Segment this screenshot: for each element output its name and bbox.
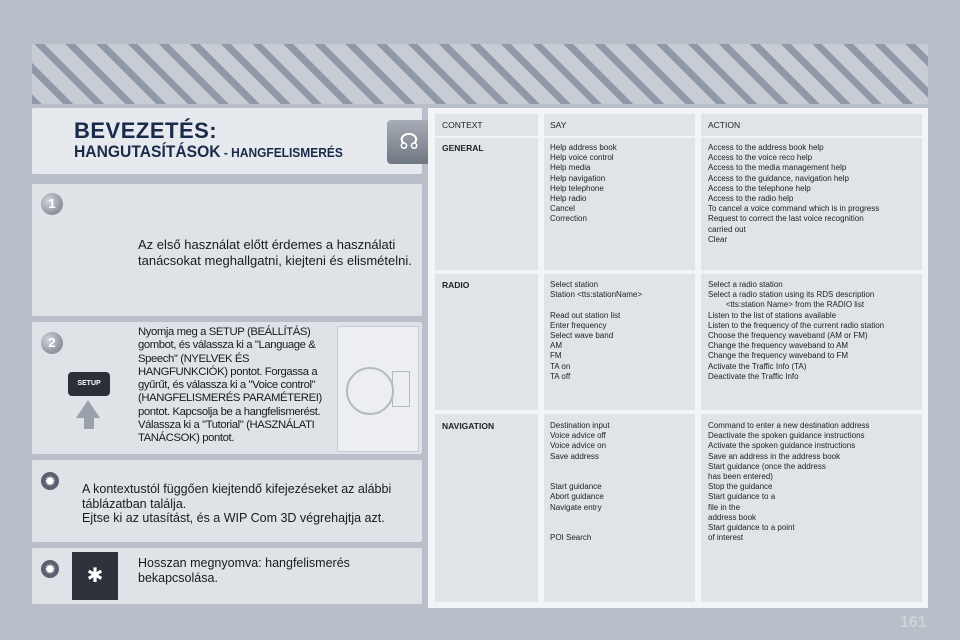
title-card: [32, 108, 422, 174]
header-context: CONTEXT: [442, 120, 483, 130]
step-2-card: [32, 322, 422, 454]
lightbulb-icon: ✹: [41, 560, 59, 578]
subtitle-rest: - HANGFELISMERÉS: [220, 145, 343, 160]
lightbulb-icon: ✹: [41, 472, 59, 490]
step-2-text: Nyomja meg a SETUP (BEÁLLÍTÁS) gombot, és válassza ki a "Language & Speech" (NYELVEK ÉS HANGFUNKCIÓK) pontot. Forgassa a gyűrűt, és válassza ki a "Voice control" (HANGFELISMERÉS PARAMÉTEREI) pontot. Kapcsolja be a hangfelismerést. Válassza ki a "Tutorial" (HASZNÁLATI TANÁCSOK) pontot.: [138, 326, 322, 445]
arrow-stem: [84, 417, 94, 429]
header-divider: [435, 136, 922, 138]
radio-unit-image: [337, 326, 419, 452]
context-navigation: NAVIGATION: [442, 421, 495, 431]
page-subtitle: [74, 142, 343, 162]
step-2-badge: 2: [41, 332, 63, 354]
tip-2-text: Hosszan megnyomva: hangfelismerés bekapcsolása.: [138, 556, 350, 585]
page-title: BEVEZETÉS:: [74, 118, 218, 143]
say-radio: Select station Station <tts:stationName> Read out station list Enter frequency Select wave band AM FM TA on TA off: [550, 280, 643, 381]
subtitle-main: HANGUTASÍTÁSOK: [74, 142, 221, 161]
tip-1-card: [32, 460, 422, 542]
arrow-up-icon: [76, 400, 100, 418]
row-divider: [435, 410, 922, 414]
setup-button-image: SETUP: [68, 372, 110, 396]
step-1-badge: 1: [41, 193, 63, 215]
context-column: [435, 114, 538, 602]
steering-wheel-button-image: ✱: [72, 552, 118, 600]
voice-command-icon: ☊: [387, 120, 431, 164]
step-1-card: [32, 184, 422, 316]
header-action: ACTION: [708, 120, 741, 130]
header-banner: [32, 44, 928, 104]
tip-2-card: [32, 548, 422, 604]
context-general: GENERAL: [442, 143, 484, 153]
page-number: 161: [900, 614, 927, 631]
keypad-icon: [392, 371, 410, 407]
say-navigation: Destination input Voice advice off Voice advice on Save address Start guidance Abort guidance Navigate entry POI Search: [550, 421, 610, 543]
say-general: Help address book Help voice control Help media Help navigation Help telephone Help radio Cancel Correction: [550, 143, 617, 224]
action-radio: Select a radio station Select a radio station using its RDS description <tts:station Name> from the RADIO list Listen to the list of stations available Listen to the frequency of the current radio station Choose the frequency waveband (AM or FM) Change the frequency waveband to AM Change the frequency waveband to FM Activate the Traffic Info (TA) Deactivate the Traffic Info: [708, 280, 885, 381]
action-general: Access to the address book help Access to the voice reco help Access to the media management help Access to the guidance, navigation help Access to the telephone help Access to the radio help To cancel a voice command which is in progress Request to correct the last voice recognition carried out Clear: [708, 143, 880, 244]
context-radio: RADIO: [442, 280, 470, 290]
control-dial-icon: [346, 367, 394, 415]
action-navigation: Command to enter a new destination address Deactivate the spoken guidance instructions Activate the spoken guidance instructions Save an address in the address book Start guidance (once the address has been entered) Stop the guidance Start guidance to a file in the address book Start guidance to a point of interest: [708, 421, 870, 543]
voice-command-table: [428, 108, 928, 608]
header-say: SAY: [550, 120, 567, 130]
row-divider: [435, 270, 922, 274]
tip-1-text: A kontextustól függően kiejtendő kifejezéseket az alábbi táblázatban találja. Ejtse ki az utasítást, és a WIP Com 3D végrehajtja azt.: [82, 482, 392, 525]
step-1-text: Az első használat előtt érdemes a használati tanácsokat meghallgatni, kiejteni és elismételni.: [138, 237, 412, 268]
